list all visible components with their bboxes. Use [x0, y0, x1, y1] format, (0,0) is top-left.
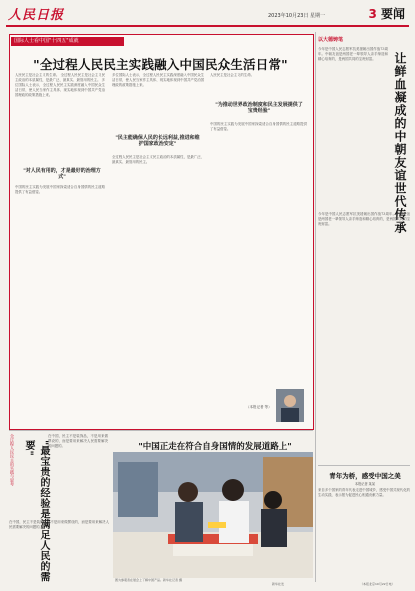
right-column-body — [318, 47, 388, 207]
feature-body-col-2 — [112, 73, 204, 128]
right-lower-byline: 本报记者 某某 — [354, 482, 376, 486]
photo-credit: 新华社发 — [272, 582, 285, 586]
feature-body-col-1 — [15, 73, 105, 161]
feature-byline: （本报记者 等） — [246, 405, 272, 409]
feature-body-col-3 — [210, 73, 307, 98]
lower-left-body-2 — [9, 520, 109, 582]
lower-left-title: "最宝贵的经验是满足人民的需要" — [23, 440, 49, 583]
right-column-label: 以大德铸笔 — [318, 37, 344, 43]
feature-paragraph: 人民民主是社会主义的生命。 — [15, 73, 60, 77]
feature-headline: "全过程人民民主实践融入中国民众生活日常" — [33, 57, 288, 72]
right-lower-body — [318, 488, 410, 580]
feature-kicker: 国际人士看中国"十四五"成就 — [11, 37, 124, 46]
section-label — [368, 5, 405, 22]
lower-left-kicker: 全过程人民民主的实践与思考 — [10, 434, 15, 486]
feature-paragraph: 全过程人民民主是社会主义民主政治的本质属性，是最广泛、最真实、最管用的民主。 — [112, 155, 204, 164]
masthead — [6, 3, 409, 25]
feature-paragraph: 中国的民主实践为发展中国家探索适合自身国情的民主道路提供了有益借鉴。 — [15, 185, 105, 194]
dateline: 2023年10月23日 星期一 — [268, 13, 326, 19]
lower-left-paragraph: 在中国，民主不是装饰品，不是用来做摆设的，而是要用来解决人民需要解决的问题的。 — [9, 520, 109, 529]
feature-paragraph: 中国的民主实践为发展中国家探索适合自身国情的民主道路提供了有益借鉴。 — [210, 122, 307, 131]
right-column-title: 让鲜血凝成的中朝友谊世代传承 — [393, 52, 407, 234]
right-column-body-2 — [318, 212, 410, 462]
newspaper-logo: 人民日报 — [8, 8, 65, 23]
right-lower-paragraph: 来自多个国家的青年代表走进中国城乡，感受中国式现代化的生动实践，表示愿为促进民心相通贡献力量。 — [318, 488, 410, 497]
feature-subhead-2: "为推动世界政治制度和民主发展提供了宝贵经验" — [215, 102, 303, 114]
feature-bottom-rule — [9, 430, 313, 431]
right-section-divider — [318, 465, 410, 466]
feature-body-col-2b — [112, 155, 204, 415]
feature-body-col-3b — [210, 122, 307, 384]
lower-left-paragraph: 在中国，民主不是装饰品，不是用来做摆设的，而是要用来解决人民需要解决的问题的。 — [48, 434, 108, 448]
feature-subhead-3: "民主能确保人民的长远利益,推进和维护国家政治安定" — [115, 135, 200, 147]
feature-subhead-1: "对人民有用的，才是最好的治理方式" — [23, 168, 101, 180]
right-lower-title: 青年为桥，感受中国之美 — [329, 472, 401, 480]
right-column-paragraph: 今年是中国人民志愿军抗美援朝出国作战73周年。中朝友谊是两国老一辈领导人亲手缔造和精心培育的，是两国共同的宝贵财富。 — [318, 47, 388, 61]
feature-body-col-1b — [15, 185, 105, 415]
exhibition-photo-drawing — [113, 452, 313, 578]
right-footnote: （本报北京10月22日电） — [360, 582, 395, 586]
lower-feature-headline: "中国正走在符合自身国情的发展道路上" — [138, 442, 292, 452]
section-number: 3 — [368, 7, 377, 21]
exhibition-photo — [113, 452, 313, 578]
feature-paragraph: 全过程人民民主是社会主义民主政治的本质属性，是最广泛、最真实、最管用的民主。 — [15, 73, 105, 82]
masthead-rule — [6, 25, 409, 27]
person-portrait-icon — [276, 389, 304, 422]
portrait-drawing — [276, 389, 304, 422]
column-divider — [315, 32, 316, 582]
feature-paragraph: 多位国际人士表示，全过程人民民主实践深度融入中国民众生活日常，使人民当家作主具体、现实地体现到中国共产党治国理政的政策措施上来。 — [112, 73, 204, 87]
right-column-paragraph: 今年是中国人民志愿军抗美援朝出国作战73周年。中朝友谊是两国老一辈领导人亲手缔造和精心培育的，是两国共同的宝贵财富。 — [318, 212, 410, 226]
photo-caption: 图为参观者在展会上了解中国产品。新华社记者 摄 — [115, 578, 182, 582]
section-name: 要闻 — [380, 7, 405, 21]
feature-paragraph: 多位国际人士表示，全过程人民民主实践深度融入中国民众生活日常，使人民当家作主具体、现实地体现到中国共产党治国理政的政策措施上来。 — [15, 78, 105, 97]
feature-paragraph: 人民民主是社会主义的生命。 — [210, 73, 255, 77]
